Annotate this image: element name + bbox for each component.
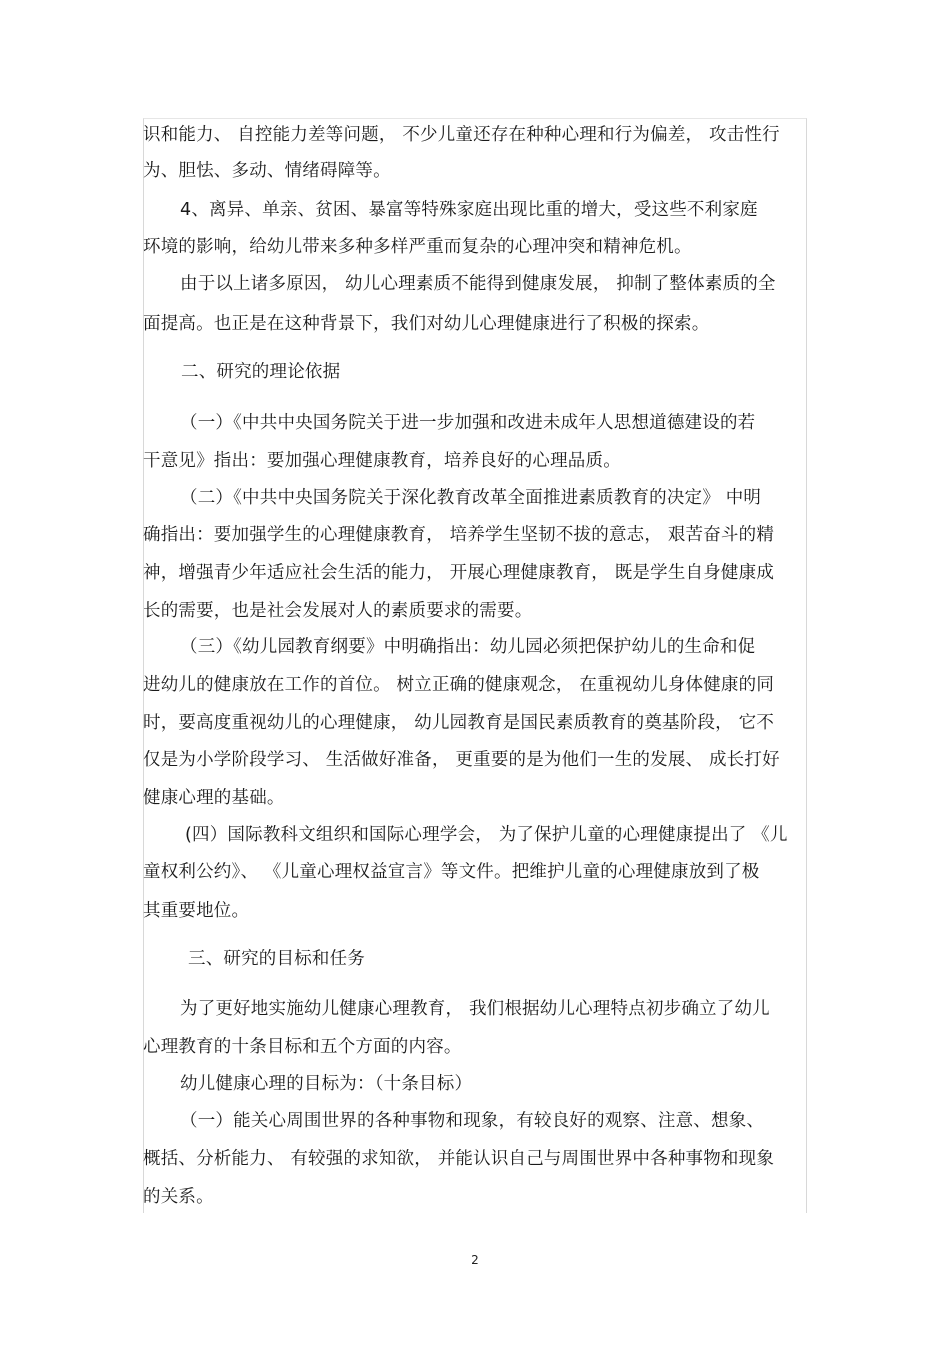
text-line: （三）《幼儿园教育纲要》中明确指出：幼儿园必须把保护幼儿的生命和促 bbox=[180, 637, 756, 657]
text-line: 由于以上诸多原因， 幼儿心理素质不能得到健康发展， 抑制了整体素质的全 bbox=[180, 274, 776, 294]
section-heading: 二、研究的理论依据 bbox=[181, 362, 341, 382]
text-line: （一）《中共中央国务院关于进一步加强和改进未成年人思想道德建设的若 bbox=[180, 413, 756, 433]
text-line: 干意见》指出：要加强心理健康教育，培养良好的心理品质。 bbox=[143, 451, 621, 471]
text-line: 仅是为小学阶段学习、 生活做好准备， 更重要的是为他们一生的发展、 成长打好 bbox=[143, 750, 780, 770]
text-line: 其重要地位。 bbox=[143, 901, 250, 921]
section-heading: 三、研究的目标和任务 bbox=[188, 949, 365, 969]
page-number: 2 bbox=[471, 1253, 479, 1267]
text-line: 长的需要，也是社会发展对人的素质要求的需要。 bbox=[143, 601, 533, 621]
text-line: 确指出：要加强学生的心理健康教育， 培养学生坚韧不拔的意志， 艰苦奋斗的精 bbox=[143, 525, 775, 545]
text-line: 为、胆怯、多动、情绪碍障等。 bbox=[143, 161, 391, 181]
text-line: 童权利公约》、 《儿童心理权益宣言》等文件。把维护儿童的心理健康放到了极 bbox=[143, 862, 760, 882]
text-line: 面提高。也正是在这种背景下，我们对幼儿心理健康进行了积极的探索。 bbox=[143, 314, 710, 334]
text-line: (四）国际教科文组织和国际心理学会， 为了保护儿童的心理健康提出了 《儿 bbox=[185, 825, 788, 845]
text-line: 概括、分析能力、 有较强的求知欲， 并能认识自己与周围世界中各种事物和现象 bbox=[143, 1149, 775, 1169]
text-line: 神，增强青少年适应社会生活的能力， 开展心理健康教育， 既是学生自身健康成 bbox=[143, 563, 775, 583]
text-line: 健康心理的基础。 bbox=[143, 788, 285, 808]
text-line: （一）能关心周围世界的各种事物和现象，有较良好的观察、注意、想象、 bbox=[180, 1111, 765, 1131]
text-line: 进幼儿的健康放在工作的首位。 树立正确的健康观念， 在重视幼儿身体健康的同 bbox=[143, 675, 775, 695]
text-line: （二）《中共中央国务院关于深化教育改革全面推进素质教育的决定》 中明 bbox=[180, 488, 762, 508]
text-line: 为了更好地实施幼儿健康心理教育， 我们根据幼儿心理特点初步确立了幼儿 bbox=[180, 999, 770, 1019]
text-line: 心理教育的十条目标和五个方面的内容。 bbox=[143, 1037, 462, 1057]
text-line: 识和能力、 自控能力差等问题， 不少儿童还存在种种心理和行为偏差， 攻击性行 bbox=[143, 125, 780, 145]
text-line: 4、离异、单亲、贫困、暴富等特殊家庭出现比重的增大，受这些不利家庭 bbox=[180, 200, 758, 220]
text-line: 环境的影响，给幼儿带来多种多样严重而复杂的心理冲突和精神危机。 bbox=[143, 237, 692, 257]
text-line: 的关系。 bbox=[143, 1187, 214, 1207]
text-line: 幼儿健康心理的目标为：（十条目标） bbox=[180, 1074, 473, 1094]
text-line: 时，要高度重视幼儿的心理健康， 幼儿园教育是国民素质教育的奠基阶段， 它不 bbox=[143, 713, 775, 733]
